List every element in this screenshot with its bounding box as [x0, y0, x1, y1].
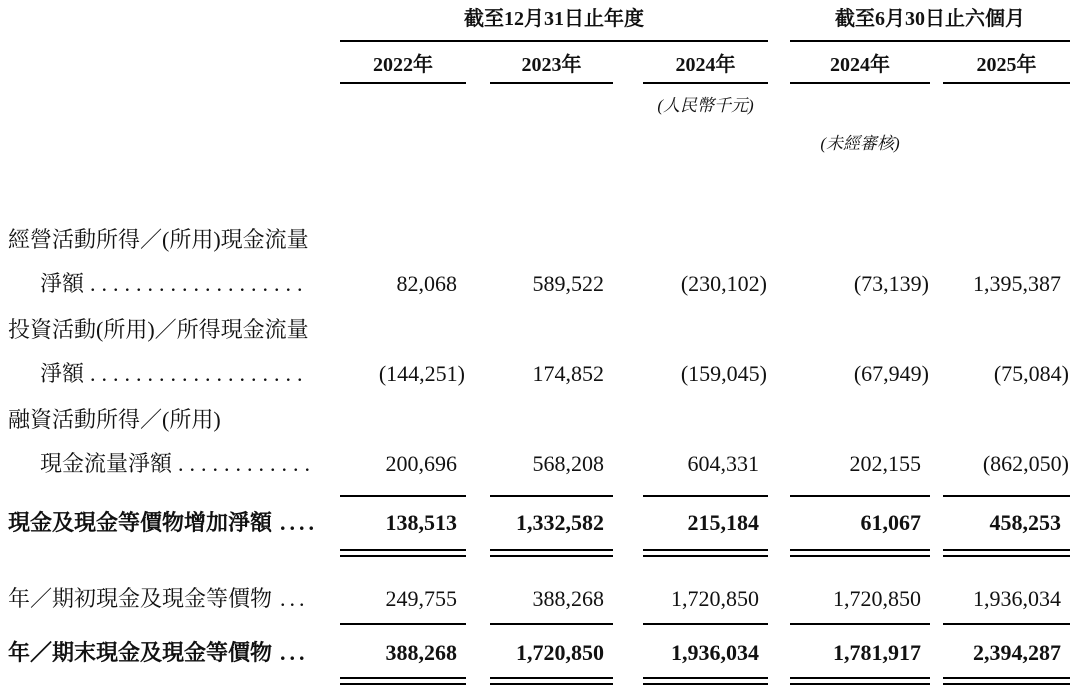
cell-value: (75,084) — [993, 361, 1069, 386]
cell-value: 458,253 — [989, 510, 1061, 535]
cell-value: 82,068 — [396, 271, 457, 296]
dot-leader: ................... — [90, 271, 309, 296]
cell-value: 202,155 — [849, 451, 921, 476]
currency-note-row — [0, 84, 1080, 116]
dot-leader: ............ — [178, 451, 317, 476]
row-label: 年／期末現金及現金等價物 ... — [8, 640, 309, 665]
cell-value: 1,720,850 — [833, 586, 921, 611]
cell-value: 61,067 — [860, 510, 921, 535]
column-group-interim — [790, 6, 1070, 42]
cell-value: 1,720,850 — [516, 640, 604, 665]
cell-value: 1,936,034 — [671, 640, 759, 665]
header-body-spacer — [0, 154, 1080, 218]
row-label: 年／期初現金及現金等價物 ... — [8, 586, 309, 611]
cell-value: (144,251) — [378, 361, 465, 386]
column-header-2024: 2024年 — [643, 42, 768, 84]
double-rule — [0, 549, 1080, 557]
table-row-financing-cash-flow — [0, 398, 1080, 486]
column-header-2024-interim: 2024年 — [790, 42, 930, 84]
column-header-2025-interim: 2025年 — [943, 42, 1070, 84]
cell-value: (862,050) — [982, 451, 1069, 476]
cell-value: 138,513 — [385, 510, 457, 535]
header-year-row — [0, 42, 1080, 84]
dot-leader: .... — [280, 510, 319, 535]
cell-value: 388,268 — [385, 640, 457, 665]
dot-leader: ................... — [90, 361, 309, 386]
single-rule — [0, 495, 1080, 497]
cell-value: (159,045) — [680, 361, 767, 386]
column-group-annual — [340, 6, 768, 42]
cell-value: (73,139) — [853, 271, 929, 296]
cell-value: 388,268 — [532, 586, 604, 611]
dot-leader: ... — [280, 640, 309, 665]
row-label: 經營活動所得／(所用)現金流量 淨額 ................... — [8, 227, 309, 296]
column-header-2022: 2022年 — [340, 42, 466, 84]
row-label: 現金及現金等價物增加淨額 .... — [8, 510, 319, 535]
table-row-cash-at-beginning — [0, 577, 1080, 621]
single-rule — [0, 623, 1080, 625]
cell-value: 1,395,387 — [973, 271, 1061, 296]
cell-value: (67,949) — [853, 361, 929, 386]
currency-note: (人民幣千元) — [657, 96, 754, 115]
column-group-interim-label: 截至6月30日止六個月 — [835, 8, 1025, 30]
cell-value: 1,936,034 — [973, 586, 1061, 611]
cell-value: (230,102) — [680, 271, 767, 296]
row-label: 融資活動所得／(所用) 現金流量淨額 ............ — [8, 407, 317, 476]
double-rule — [0, 677, 1080, 685]
cell-value: 215,184 — [687, 510, 759, 535]
cell-value: 200,696 — [385, 451, 457, 476]
cell-value: 2,394,287 — [973, 640, 1061, 665]
column-group-annual-label: 截至12月31日止年度 — [464, 8, 644, 30]
cell-value: 589,522 — [532, 271, 604, 296]
table-row-cash-at-end — [0, 631, 1080, 675]
row-label: 投資活動(所用)／所得現金流量 淨額 ................... — [8, 317, 309, 386]
cell-value: 1,332,582 — [516, 510, 604, 535]
header-group-row — [0, 6, 1080, 42]
column-header-2023: 2023年 — [490, 42, 613, 84]
unaudited-note: (未經審核) — [820, 134, 900, 153]
unaudited-note-row — [0, 116, 1080, 154]
cell-value: 568,208 — [532, 451, 604, 476]
cell-value: 249,755 — [385, 586, 457, 611]
cell-value: 604,331 — [687, 451, 759, 476]
table-row-operating-cash-flow — [0, 218, 1080, 306]
cell-value: 174,852 — [532, 361, 604, 386]
dot-leader: ... — [280, 586, 309, 611]
table-row-net-increase-in-cash — [0, 501, 1080, 545]
table-row-investing-cash-flow — [0, 308, 1080, 396]
cell-value: 1,720,850 — [671, 586, 759, 611]
cell-value: 1,781,917 — [833, 640, 921, 665]
